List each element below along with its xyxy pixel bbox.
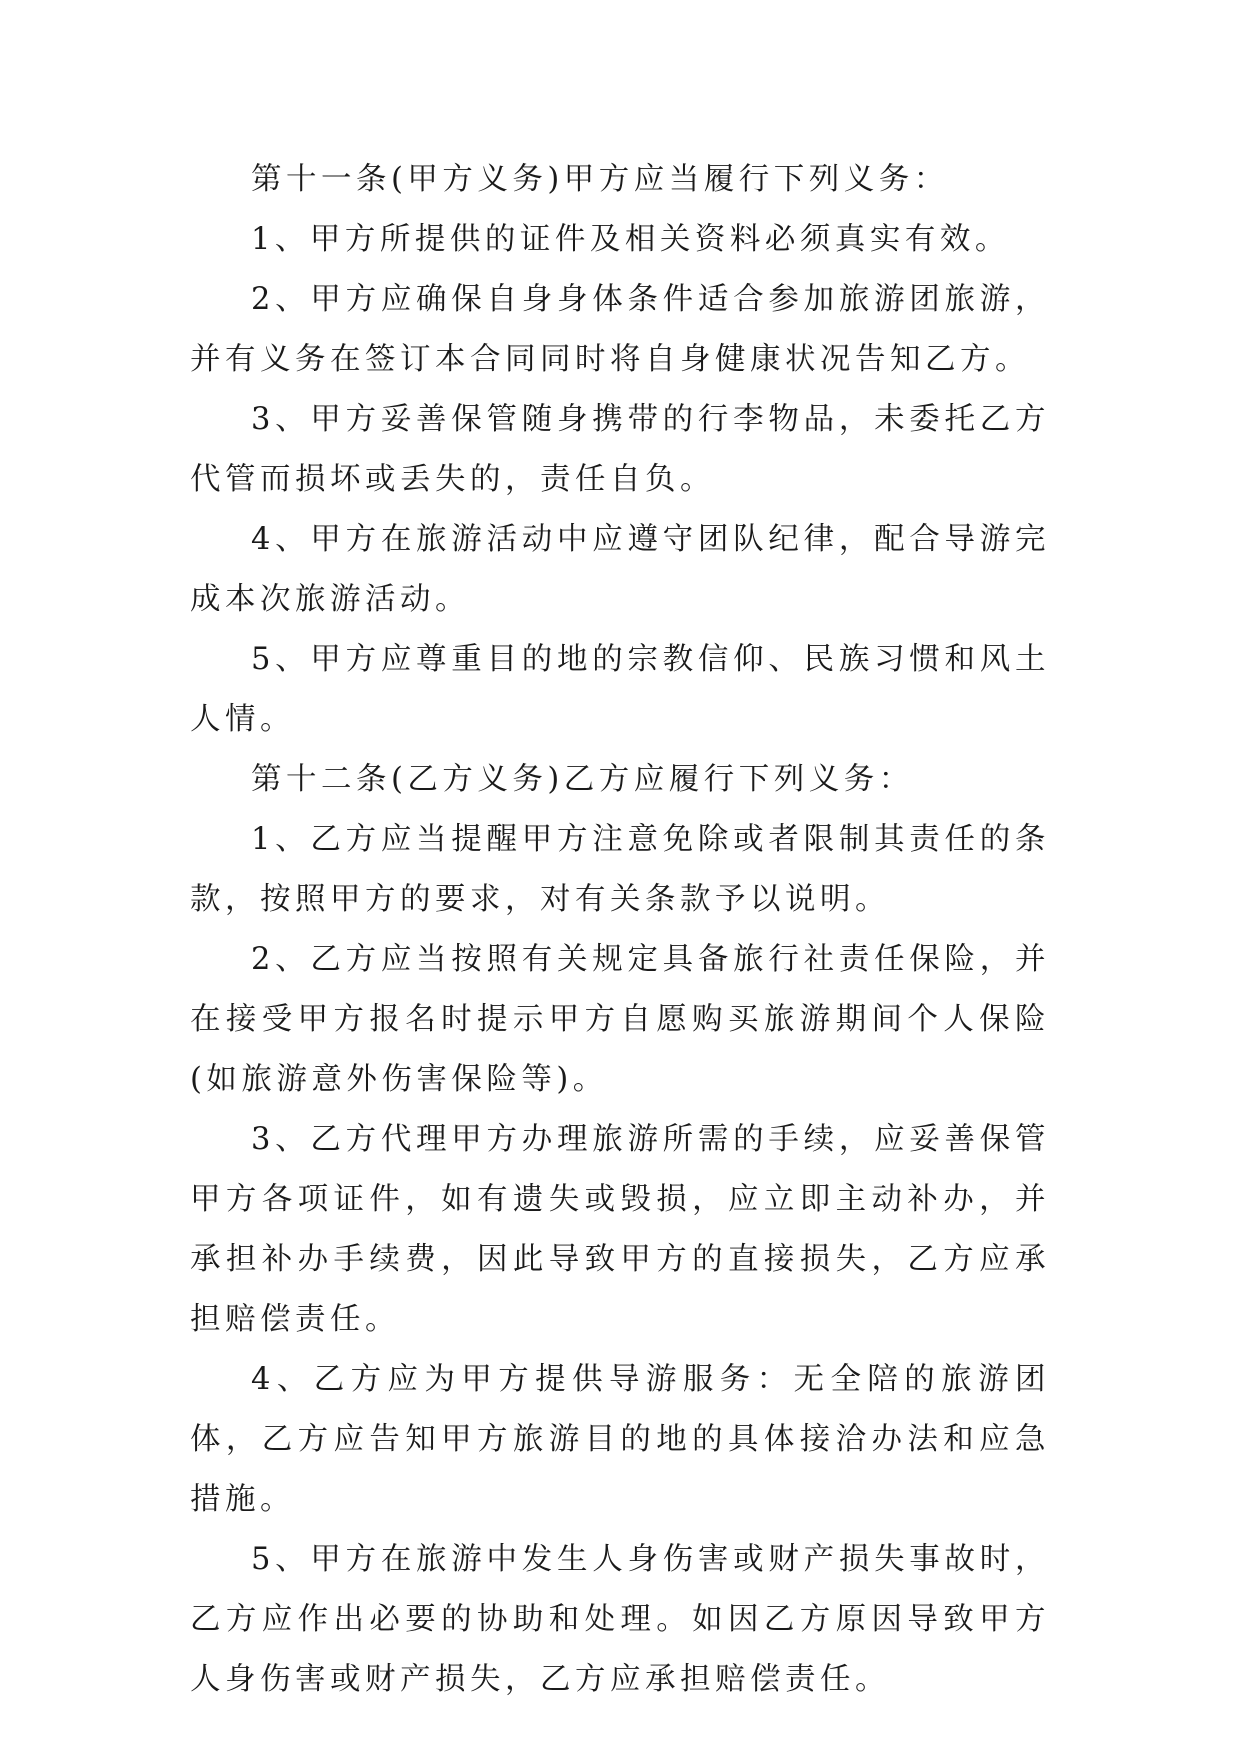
article-11-item-1: 1、甲方所提供的证件及相关资料必须真实有效。 xyxy=(251,222,1010,257)
article-12-item-3: 3、乙方代理甲方办理旅游所需的手续，应妥善保管甲方各项证件，如有遗失或毁损，应立即主动补办，并承担补办手续费，因此导致甲方的直接损失，乙方应承担赔偿责任。 xyxy=(190,1122,1050,1337)
article-11-heading: 第十一条(甲方义务)甲方应当履行下列义务： xyxy=(251,162,949,197)
article-11-item-5: 5、甲方应尊重目的地的宗教信仰、民族习惯和风土人情。 xyxy=(190,642,1050,737)
article-11-item-3: 3、甲方妥善保管随身携带的行李物品，未委托乙方代管而损坏或丢失的，责任自负。 xyxy=(190,402,1050,497)
article-12-item-5: 5、甲方在旅游中发生人身伤害或财产损失事故时，乙方应作出必要的协助和处理。如因乙方原因导致甲方人身伤害或财产损失，乙方应承担赔偿责任。 xyxy=(190,1542,1050,1697)
article-12-item-1: 1、乙方应当提醒甲方注意免除或者限制其责任的条款，按照甲方的要求，对有关条款予以说明。 xyxy=(190,822,1050,917)
article-11-item-2: 2、甲方应确保自身身体条件适合参加旅游团旅游，并有义务在签订本合同同时将自身健康状况告知乙方。 xyxy=(190,282,1050,377)
document-body xyxy=(190,150,1050,1710)
article-12-item-2: 2、乙方应当按照有关规定具备旅行社责任保险，并在接受甲方报名时提示甲方自愿购买旅游期间个人保险(如旅游意外伤害保险等)。 xyxy=(190,942,1050,1097)
article-11-item-4: 4、甲方在旅游活动中应遵守团队纪律，配合导游完成本次旅游活动。 xyxy=(190,522,1050,617)
article-12-item-4: 4、乙方应为甲方提供导游服务：无全陪的旅游团体，乙方应告知甲方旅游目的地的具体接洽办法和应急措施。 xyxy=(190,1362,1050,1517)
article-12-heading: 第十二条(乙方义务)乙方应履行下列义务： xyxy=(251,762,914,797)
